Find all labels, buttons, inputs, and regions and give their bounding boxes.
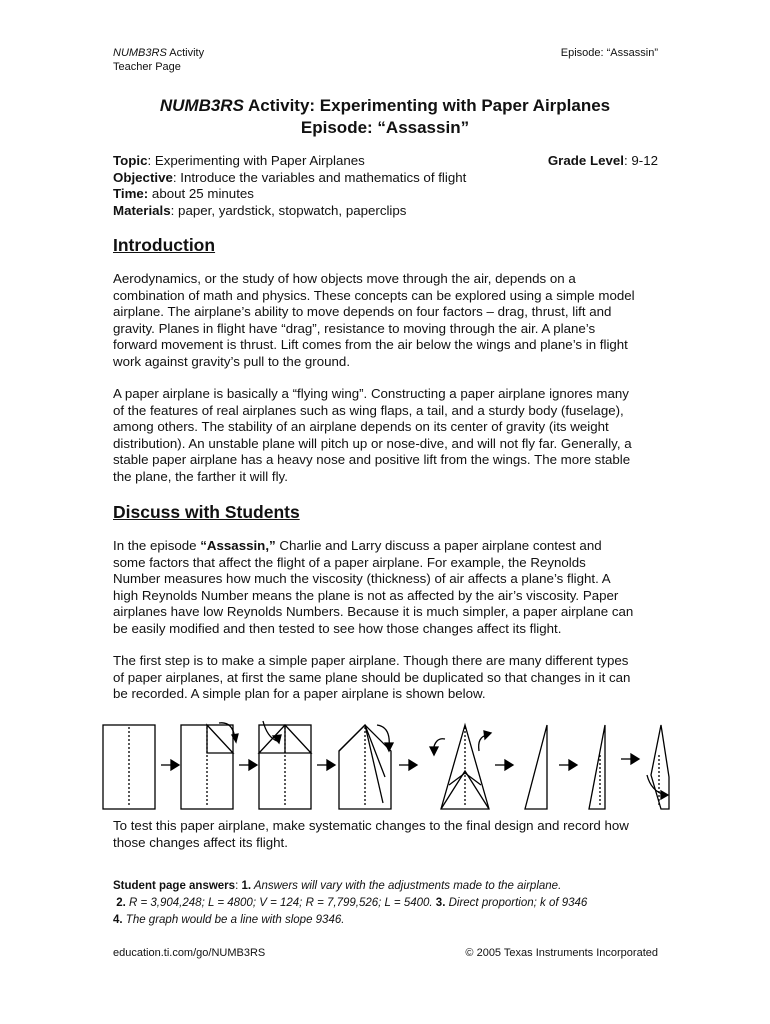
discuss-heading: Discuss with Students: [113, 502, 300, 522]
footer-url: education.ti.com/go/NUMB3RS: [113, 947, 266, 959]
step-arrow-icon: [399, 760, 417, 770]
page-title: NUMB3RS Activity: Experimenting with Paper Airplanes Episode: “Assassin”: [159, 96, 611, 137]
info-block: Topic: Experimenting with Paper Airplanes Grade Level: 9-12 Objective: Introduce the variables and mathematics of flight Time: about 25 minutes Materials: paper, yardstick, stopwatch, paperclips: [113, 153, 658, 218]
header-right: Episode: “Assassin”: [560, 47, 658, 59]
discuss-p1: In the episode “Assassin,” Charlie and Larry discuss a paper airplane contest and some factors that affect the flight of a paper airplane. For example, the Reynolds Number measures how much the viscosity (thickness) of air affects a plane’s flight. A high Reynolds Number means the plane is not as affected by the air’s viscosity. Paper airplanes have low Reynolds Numbers. Because it is much simpler, a paper airplane can be easily modified and then tested to see how those changes affect its flight.: [113, 538, 634, 636]
discuss-p2: The first step is to make a simple paper airplane. Though there are many different types of paper airplanes, at first the same plane should be duplicated so that changes in it can be recorded. A simple plan for a paper airplane is shown below.: [113, 653, 631, 701]
header-left: NUMB3RS Activity Teacher Page: [113, 47, 205, 73]
header-brand: NUMB3RS: [113, 47, 167, 59]
footer-copyright: © 2005 Texas Instruments Incorporated: [465, 947, 658, 959]
fold-step-4: [339, 725, 393, 809]
fold-step-6: [525, 725, 547, 809]
discuss-p3: To test this paper airplane, make systematic changes to the final design and record how those changes affect its flight.: [113, 818, 629, 850]
step-arrow-icon: [559, 760, 577, 770]
introduction-heading: Introduction: [113, 235, 216, 255]
grade-level: Grade Level: 9-12: [547, 153, 658, 168]
step-arrow-icon: [161, 760, 179, 770]
step-arrow-icon: [317, 760, 335, 770]
fold-step-5: [430, 725, 491, 809]
student-answers: Student page answers: 1. Answers will vary with the adjustments made to the airplane. 2. R = 3,904,248; L = 4800; V = 124; R = 7,799,526; L = 5400. 3. Direct proportion; k of 9346 4. The graph would be a line with slope 9346.: [113, 880, 588, 926]
folding-diagram: [95, 715, 685, 815]
introduction-p2: A paper airplane is basically a “flying wing”. Constructing a paper airplane ignores many of the features of real airplanes such as wing flaps, a tail, and a sturdy body (fuselage), among others. The stability of an airplane depends on its center of gravity (its weight distribution). An unstable plane will pitch up or nose-dive, and will not fly far. Generally, a stable paper airplane has a heavy nose and positive lift from the wings. The more stable the plane, the farther it will fly.: [113, 386, 632, 484]
fold-step-8: [647, 725, 669, 809]
fold-step-3: [259, 721, 311, 809]
step-arrow-icon: [621, 754, 639, 764]
fold-step-1: [103, 725, 155, 809]
introduction-p1: Aerodynamics, or the study of how objects move through the air, depends on a combination of math and physics. These concepts can be explored using a simple model airplane. The airplane’s ability to move depends on four factors – drag, thrust, lift and gravity. Planes in flight have “drag”, resistance to moving through the air. A plane’s forward movement is thrust. Lift comes from the air below the wings and plane’s in flight work against gravity’s pull to the ground.: [113, 271, 635, 369]
step-arrow-icon: [239, 760, 257, 770]
fold-step-7: [589, 725, 605, 809]
step-arrow-icon: [495, 760, 513, 770]
header-teacher-page: Teacher Page: [113, 61, 181, 73]
fold-step-2: [181, 723, 238, 809]
